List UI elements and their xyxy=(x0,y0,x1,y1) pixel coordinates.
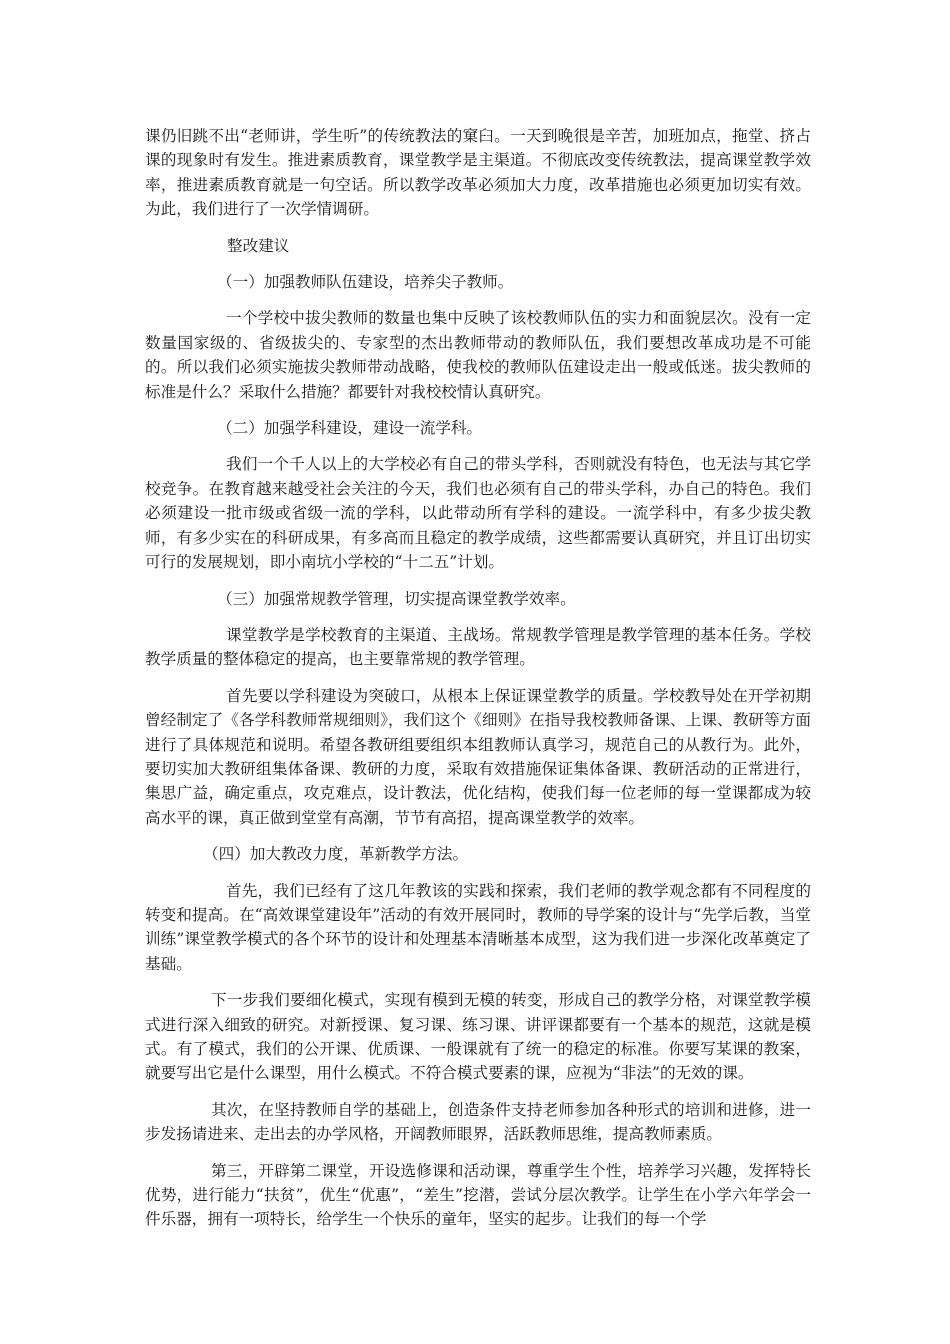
heading-subject-building: （二）加强学科建设，建设一流学科。 xyxy=(217,419,483,438)
paragraph-subject-building: 我们一个千人以上的大学校必有自己的带头学科，否则就没有特色，也无法与其它学校竞争。在教育越来越受社会关注的今天，我们也必须有自己的带头学科，办自己的特色。我们必须建设一批市级或省级一流的学科，以此带动所有学科的建设。一流学科中，有多少拔尖教师，有多少实在的科研成果，有多高而且稳定的教学成绩，这些都需要认真研究，并且订出切实可行的发展规划，即小南坑小学校的“十二五”计划。 xyxy=(145,455,811,572)
paragraph-classroom-teaching: 课堂教学是学校教育的主渠道、主战场。常规教学管理是教学管理的基本任务。学校教学质量的整体稳定的提高，也主要靠常规的教学管理。 xyxy=(145,625,811,669)
paragraph-teacher-training: 其次，在坚持教师自学的基础上，创造条件支持老师参加各种形式的培训和进修，进一步发扬请进来、走出去的办学风格，开阔教师眼界，活跃教师思维，提高教师素质。 xyxy=(145,1100,811,1144)
section-heading-rectification: 整改建议 xyxy=(227,236,290,255)
paragraph-refine-model: 下一步我们要细化模式，实现有模到无模的转变，形成自己的教学分格，对课堂教学模式进行深入细致的研究。对新授课、复习课、练习课、讲评课都要有一个基本的规范，这就是模式。有了模式，我们的公开课、优质课、一般课就有了统一的稳定的标准。你要写某课的教案，就要写出它是什么课型，用什么模式。不符合模式要素的课，应视为“非法”的无效的课。 xyxy=(145,991,811,1083)
paragraph-intro: 课仍旧跳不出“老师讲，学生听”的传统教法的窠臼。一天到晚很是辛苦，加班加点，拖堂、挤占课的现象时有发生。推进素质教育，课堂教学是主渠道。不彻底改变传统教法，提高课堂教学效率，推进素质教育就是一句空话。所以教学改革必须加大力度，改革措施也必须更加切实有效。为此，我们进行了一次学情调研。 xyxy=(145,127,811,219)
paragraph-reform-first: 首先，我们已经有了这几年教该的实践和探索，我们老师的教学观念都有不同程度的转变和提高。在“高效课堂建设年”活动的有效开展同时，教师的导学案的设计与“先学后教，当堂训练”课堂教学模式的各个环节的设计和处理基本清晰基本成型，这为我们进一步深化改革奠定了基础。 xyxy=(145,881,811,973)
document-body xyxy=(145,124,811,1232)
paragraph-second-classroom: 第三，开辟第二课堂，开设选修课和活动课，尊重学生个性，培养学习兴趣，发挥特长优势，进行能力“扶贫”，优生“优惠”，“差生”挖潜，尝试分层次教学。让学生在小学六年学会一件乐器，拥有一项特长，给学生一个快乐的童年，坚实的起步。让我们的每一个学 xyxy=(145,1161,811,1229)
heading-teacher-team: （一）加强教师队伍建设，培养尖子教师。 xyxy=(217,273,514,292)
paragraph-teacher-team: 一个学校中拔尖教师的数量也集中反映了该校教师队伍的实力和面貌层次。没有一定数量国家级的、省级拔尖的、专家型的杰出教师带动的教师队伍，我们要想改革成功是不可能的。所以我们必须实施拔尖教师带动战略，使我校的教师队伍建设走出一般或低迷。拔尖教师的标准是什么？采取什么措施？都要针对我校校情认真研究。 xyxy=(145,309,811,401)
paragraph-subject-breakthrough: 首先要以学科建设为突破口，从根本上保证课堂教学的质量。学校教导处在开学初期曾经制定了《各学科教师常规细则》，我们这个《细则》在指导我校教师备课、上课、教研等方面进行了具体规范和说明。希望各教研组要组织本组教师认真学习，规范自己的从教行为。此外，要切实加大教研组集体备课、教研的力度，采取有效措施保证集体备课、教研活动的正常进行，集思广益，确定重点，攻克难点，设计教法，优化结构，使我们每一位老师的每一堂课都成为较高水平的课，真正做到堂堂有高潮，节节有高招，提高课堂教学的效率。 xyxy=(145,686,811,827)
heading-teaching-reform: （四）加大教改力度，革新教学方法。 xyxy=(203,845,469,864)
heading-routine-management: （三）加强常规教学管理，切实提高课堂教学效率。 xyxy=(217,589,576,608)
